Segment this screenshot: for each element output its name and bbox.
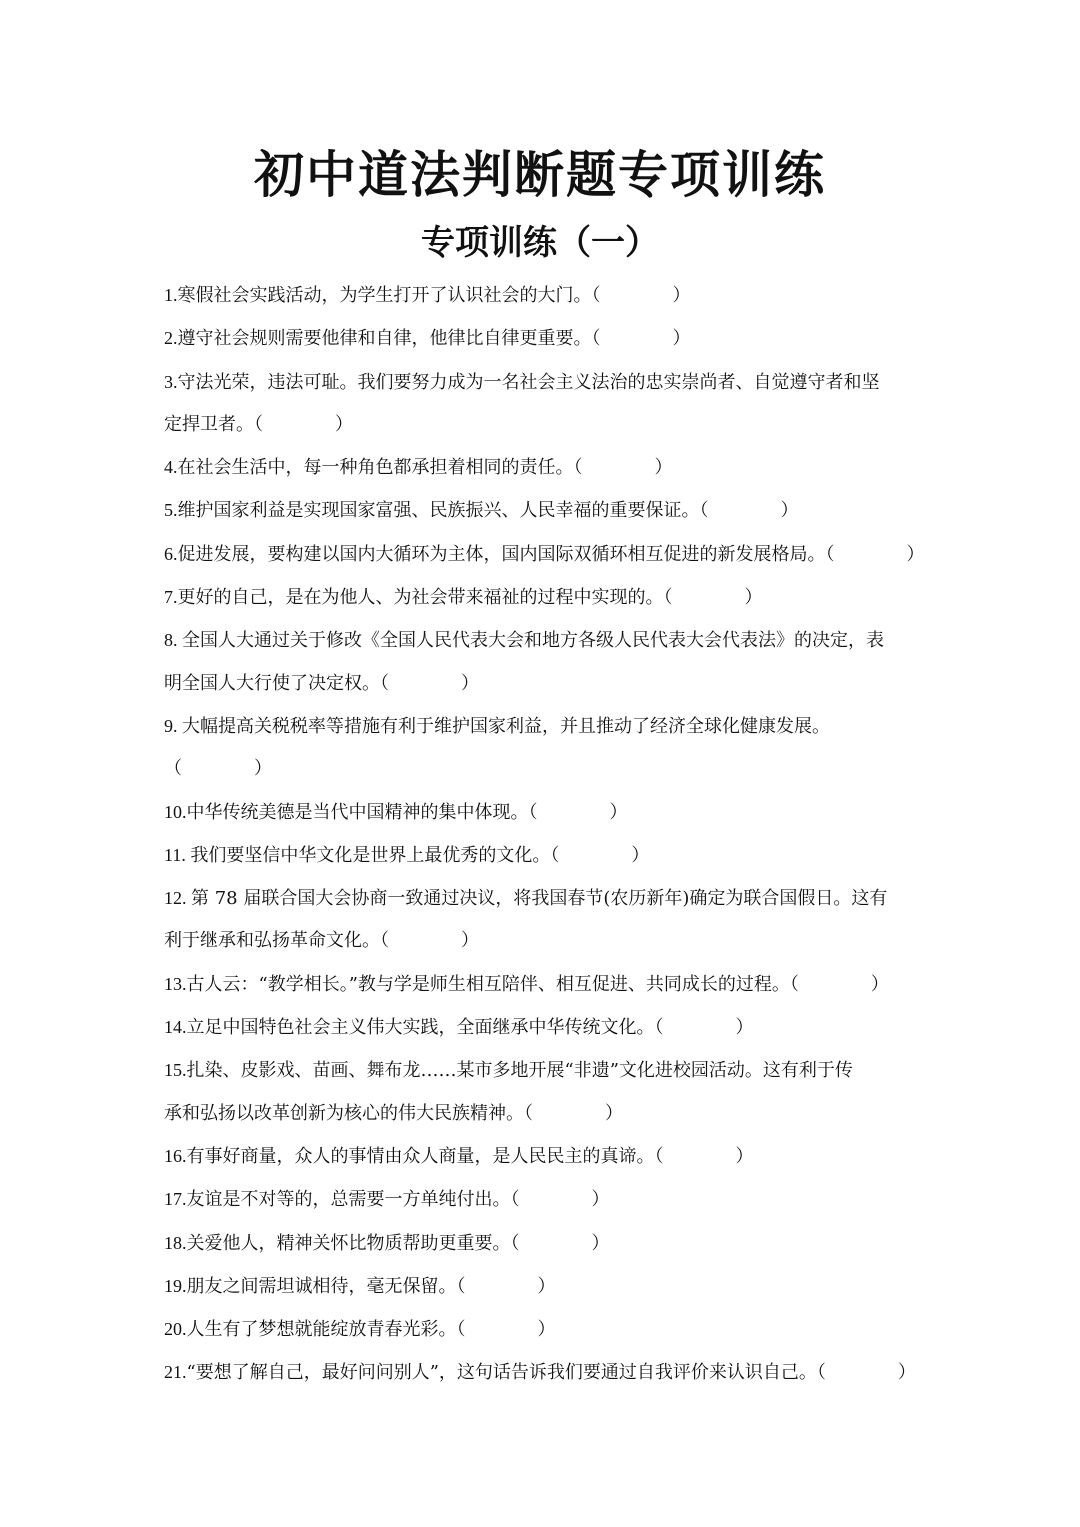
question-item [164, 834, 920, 877]
question-number: 5. [164, 500, 178, 521]
question-number: 21. [164, 1362, 187, 1383]
question-item [164, 274, 920, 317]
question-text: 中华传统美德是当代中国精神的集中体现。（ ） [186, 801, 628, 823]
question-text: “要想了解自己，最好问问别人”，这句话告诉我们要通过自我评价来认识自己。（ ） [186, 1362, 916, 1384]
question-number: 1. [164, 285, 178, 305]
question-text: 寒假社会实践活动，为学生打开了认识社会的大门。（ ） [177, 285, 691, 306]
question-item [164, 489, 920, 532]
question-text: （ ） [164, 758, 272, 780]
question-item-continuation [164, 404, 920, 446]
question-text: 利于继承和弘扬革命文化。（ ） [164, 930, 479, 952]
question-number: 20. [164, 1319, 187, 1340]
question-item [164, 1265, 920, 1308]
question-number: 12. [164, 888, 191, 909]
question-item [164, 1308, 920, 1351]
question-item [164, 619, 920, 662]
question-number: 18. [164, 1232, 187, 1253]
question-number: 6. [164, 543, 178, 564]
question-number: 8. [164, 630, 182, 651]
question-item [164, 446, 920, 489]
question-number: 10. [164, 801, 187, 822]
question-text: 大幅提高关税税率等措施有利于维护国家利益，并且推动了经济全球化健康发展。 [182, 715, 830, 737]
question-item [164, 1135, 920, 1178]
question-item-continuation [164, 748, 920, 790]
question-text: 人生有了梦想就能绽放青春光彩。（ ） [186, 1319, 556, 1341]
question-item [164, 317, 920, 360]
question-item [164, 1222, 920, 1265]
question-item [164, 877, 920, 920]
question-item-continuation [164, 1093, 920, 1135]
question-number: 2. [164, 328, 178, 349]
question-number: 13. [164, 973, 187, 994]
question-text: 全国人大通过关于修改《全国人民代表大会和地方各级人民代表大会代表法》的决定，表 [182, 630, 884, 652]
question-text: 维护国家利益是实现国家富强、民族振兴、人民幸福的重要保证。（ ） [177, 500, 799, 522]
question-number: 16. [164, 1145, 187, 1166]
question-text: 守法光荣，违法可耻。我们要努力成为一名社会主义法治的忠实崇尚者、自觉遵守者和坚 [177, 371, 880, 393]
question-item [164, 1049, 920, 1092]
question-text: 遵守社会规则需要他律和自律，他律比自律更重要。（ ） [177, 328, 691, 350]
question-item [164, 533, 925, 576]
question-item-continuation [164, 663, 920, 705]
question-number: 3. [164, 371, 178, 392]
question-text: 朋友之间需坦诚相待，毫无保留。（ ） [186, 1275, 556, 1297]
question-item [164, 576, 920, 619]
question-text: 关爱他人，精神关怀比物质帮助更重要。（ ） [186, 1232, 610, 1254]
question-item [164, 963, 920, 1006]
question-number: 9. [164, 715, 182, 736]
question-text: 在社会生活中，每一种角色都承担着相同的责任。（ ） [177, 457, 673, 479]
question-number: 7. [164, 587, 178, 608]
question-item [164, 1178, 920, 1221]
question-number: 4. [164, 457, 178, 478]
question-text: 立足中国特色社会主义伟大实践，全面继承中华传统文化。（ ） [186, 1017, 754, 1039]
question-item [164, 791, 920, 834]
question-text: 明全国人大行使了决定权。（ ） [164, 672, 479, 694]
question-text: 更好的自己，是在为他人、为社会带来福祉的过程中实现的。（ ） [177, 587, 763, 609]
question-text: 承和弘扬以改革创新为核心的伟大民族精神。（ ） [164, 1102, 623, 1124]
question-item [164, 361, 920, 404]
question-text: 友谊是不对等的，总需要一方单纯付出。（ ） [186, 1189, 610, 1211]
question-item [164, 1351, 920, 1394]
question-text: 定捍卫者。（ ） [164, 413, 353, 435]
question-text: 古人云：“教学相长。”教与学是师生相互陪伴、相互促进、共同成长的过程。（ ） [186, 973, 889, 995]
question-number: 11. [164, 844, 191, 865]
question-text: 扎染、皮影戏、苗画、舞布龙……某市多地开展“非遗”文化进校园活动。这有利于传 [186, 1060, 853, 1082]
question-item [164, 705, 920, 748]
question-text: 促进发展，要构建以国内大循环为主体，国内国际双循环相互促进的新发展格局。（ ） [177, 543, 925, 565]
section-title: 专项训练（一） [421, 223, 659, 263]
page-title: 初中道法判断题专项训练 [254, 145, 826, 204]
question-item [164, 1006, 920, 1049]
question-text: 第 78 届联合国大会协商一致通过决议，将我国春节(农历新年)确定为联合国假日。这有 [191, 888, 888, 910]
question-number: 15. [164, 1060, 187, 1081]
question-text: 我们要坚信中华文化是世界上最优秀的文化。（ ） [190, 844, 650, 866]
question-number: 19. [164, 1275, 187, 1296]
question-list [164, 274, 925, 1395]
question-text: 有事好商量，众人的事情由众人商量，是人民民主的真谛。（ ） [186, 1145, 754, 1167]
question-number: 14. [164, 1017, 187, 1038]
question-number: 17. [164, 1189, 187, 1210]
question-item-continuation [164, 920, 920, 962]
